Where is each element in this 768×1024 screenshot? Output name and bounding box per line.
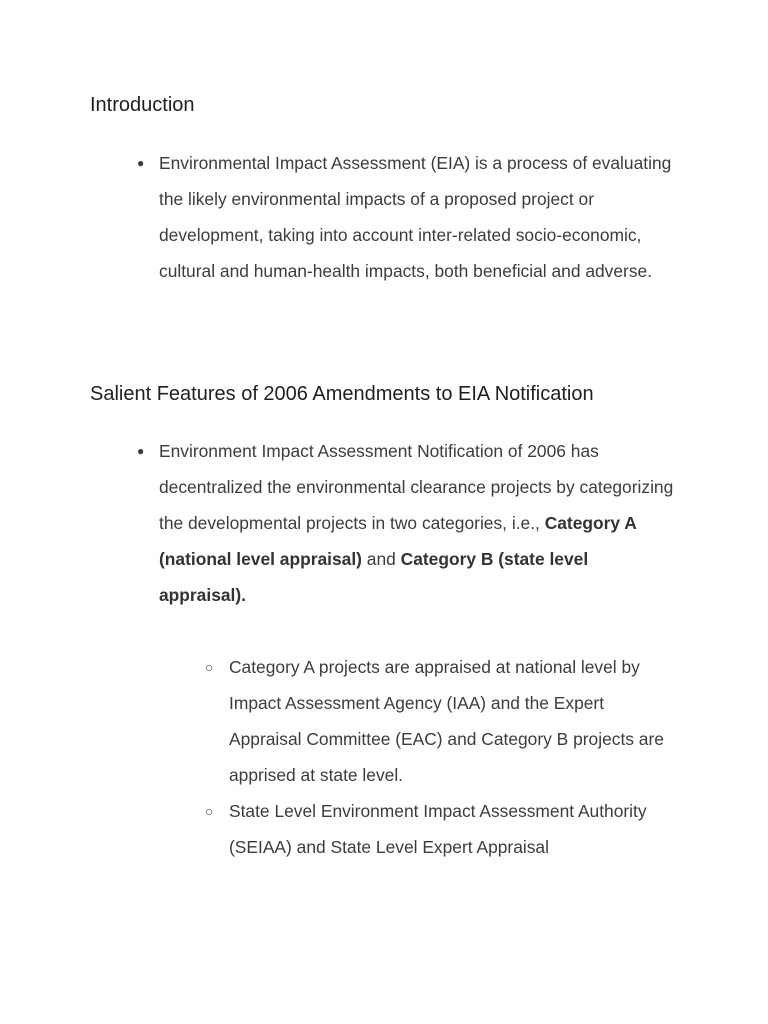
list-item (205, 793, 679, 865)
salient-bullet-text: Environment Impact Assessment Notification of 2006 has decentralized the environmental clearance projects by categorizing the developmental projects in two categories, i.e., (159, 441, 674, 533)
category-b-bold-text: Category B (state level appraisal). (159, 549, 589, 605)
salient-features-list (137, 433, 679, 613)
conjunction-text: and (361, 549, 401, 569)
category-a-bold-text: Category A (national level appraisal) (159, 513, 637, 569)
heading-salient-features: Salient Features of 2006 Amendments to EIA Notification (90, 383, 594, 405)
heading-introduction: Introduction (90, 94, 195, 116)
sub-bullet-text: Category A projects are appraised at national level by Impact Assessment Agency (IAA) and the Expert Appraisal Committee (EAC) and Category B projects are apprised at state level. (229, 657, 664, 785)
bullet-filled-icon: ● (137, 444, 145, 458)
bullet-hollow-icon: ○ (205, 659, 214, 675)
sub-bullet-text: State Level Environment Impact Assessment Authority (SEIAA) and State Level Expert Appraisal (229, 801, 647, 857)
salient-sub-list (205, 649, 679, 865)
list-item (137, 145, 679, 289)
list-item (205, 649, 679, 793)
bullet-hollow-icon: ○ (205, 803, 214, 819)
introduction-bullet-text: Environmental Impact Assessment (EIA) is a process of evaluating the likely environmental impacts of a proposed project or development, taking into account inter-related socio-economic, cultural and human-health impacts, both beneficial and adverse. (159, 153, 672, 281)
list-item (137, 433, 679, 613)
introduction-list (137, 145, 679, 289)
bullet-filled-icon: ● (137, 156, 145, 170)
